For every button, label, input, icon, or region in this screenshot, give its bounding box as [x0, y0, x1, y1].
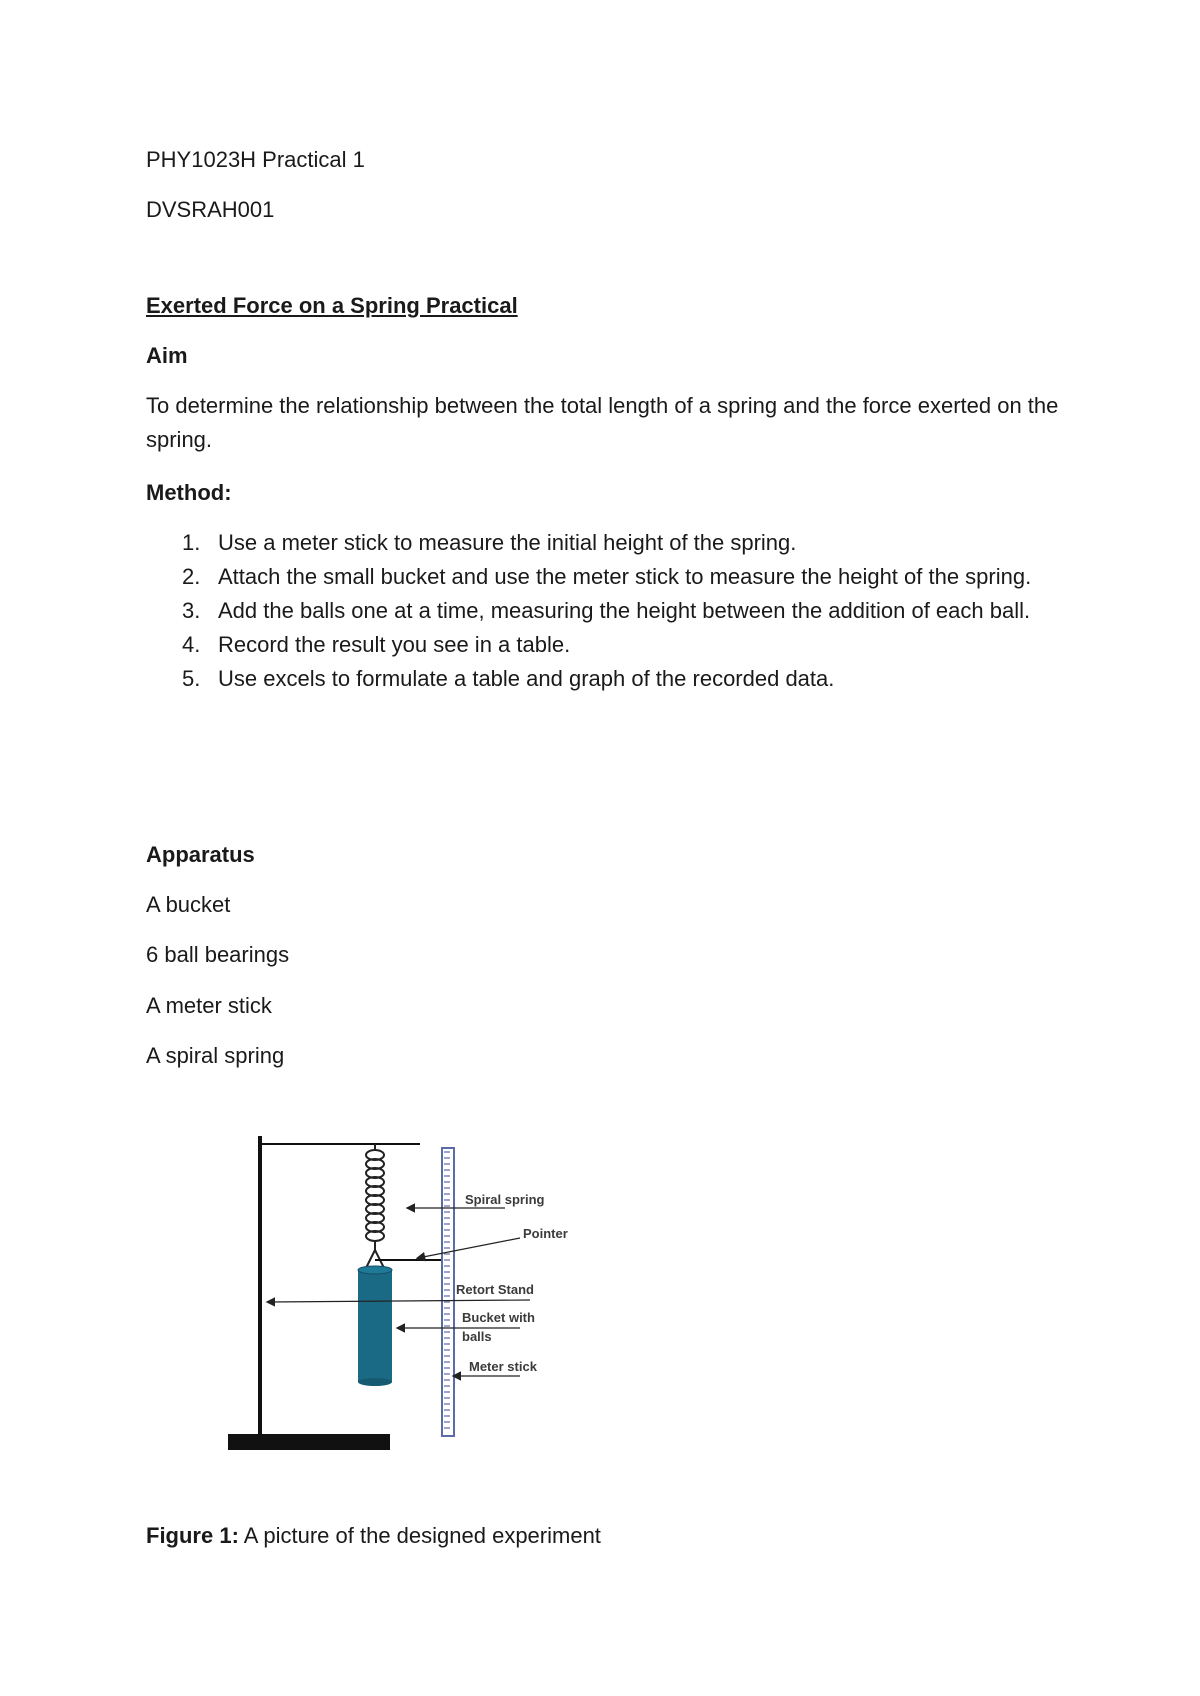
method-list	[146, 526, 1066, 696]
method-step	[146, 560, 1066, 594]
step-text: Use excels to formulate a table and graph of the recorded data.	[218, 666, 835, 691]
step-number: 2.	[182, 564, 201, 589]
label-retort-stand: Retort Stand	[456, 1282, 534, 1297]
step-text: Use a meter stick to measure the initial height of the spring.	[218, 530, 797, 555]
method-step	[146, 594, 1066, 628]
practical-title: Exerted Force on a Spring Practical	[146, 293, 518, 318]
apparatus-heading: Apparatus	[146, 842, 255, 867]
label-spiral-spring: Spiral spring	[465, 1192, 545, 1207]
step-number: 5.	[182, 666, 201, 691]
meter-stick	[442, 1148, 454, 1436]
label-bucket-line2: balls	[462, 1329, 492, 1344]
apparatus-item: 6 ball bearings	[146, 942, 290, 967]
step-text: Add the balls one at a time, measuring the height between the addition of each ball.	[218, 598, 1031, 623]
label-pointer: Pointer	[523, 1226, 568, 1241]
method-step	[146, 526, 1066, 560]
step-number: 3.	[182, 598, 201, 623]
apparatus-item: A spiral spring	[146, 1043, 285, 1068]
aim-text: To determine the relationship between the total length of a spring and the force exerted on the spring.	[146, 393, 1059, 452]
method-step	[146, 662, 1066, 696]
label-bucket-line1: Bucket with	[462, 1310, 535, 1325]
course-title: PHY1023H Practical 1	[146, 147, 365, 172]
student-id: DVSRAH001	[146, 197, 275, 222]
label-meter-stick: Meter stick	[469, 1359, 537, 1374]
apparatus-item: A meter stick	[146, 993, 272, 1018]
method-step	[146, 628, 1066, 662]
step-number: 1.	[182, 530, 201, 555]
method-heading: Method:	[146, 480, 232, 505]
bucket-with-balls	[358, 1266, 392, 1386]
step-number: 4.	[182, 632, 201, 657]
experiment-diagram	[220, 1128, 620, 1458]
figure-caption-label: Figure 1:	[146, 1523, 239, 1548]
step-text: Record the result you see in a table.	[218, 632, 571, 657]
aim-heading: Aim	[146, 343, 188, 368]
spiral-spring	[365, 1144, 385, 1270]
figure-caption-text: A picture of the designed experiment	[238, 1523, 601, 1548]
retort-stand-base	[228, 1434, 390, 1450]
step-text: Attach the small bucket and use the meter stick to measure the height of the spring.	[218, 564, 1032, 589]
apparatus-item: A bucket	[146, 892, 231, 917]
figure-caption	[146, 1519, 601, 1553]
